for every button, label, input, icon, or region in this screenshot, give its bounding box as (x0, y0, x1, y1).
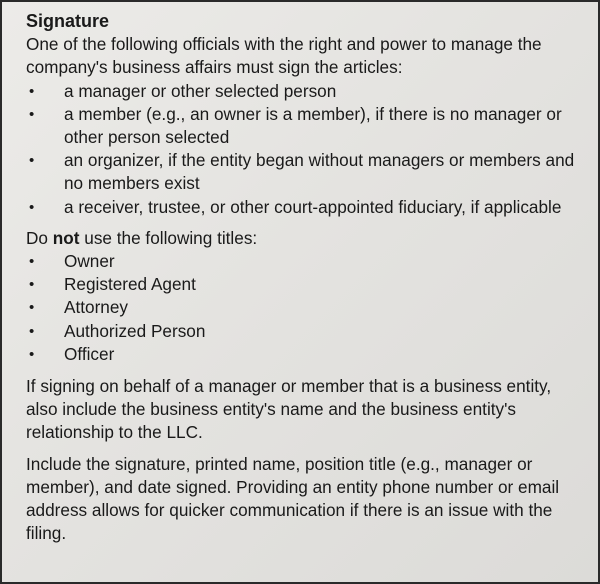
titles-list (26, 250, 578, 366)
bullet-icon: • (29, 253, 35, 271)
list-item (26, 296, 578, 319)
intro-paragraph: One of the following officials with the right and power to manage the company's business affairs must sign the articles: (26, 34, 542, 78)
bullet-icon: • (29, 105, 35, 123)
titles-intro-emphasis: not (52, 227, 80, 248)
bullet-icon: • (29, 152, 35, 170)
list-item (26, 343, 578, 366)
list-item-text: Attorney (64, 297, 129, 318)
list-item-text: a receiver, trustee, or other court-appointed fiduciary, if applicable (64, 196, 562, 217)
titles-intro-end: use the following titles: (79, 227, 258, 248)
business-entity-paragraph: If signing on behalf of a manager or member that is a business entity, also include the business entity's name and the business entity's relationship to the LLC. (26, 376, 552, 443)
list-item-text: a manager or other selected person (64, 80, 337, 101)
list-item (26, 80, 578, 103)
list-item-text: Owner (64, 251, 115, 272)
section-heading: Signature (26, 11, 110, 31)
list-item-text: an organizer, if the entity began without managers or members and no members exist (64, 150, 575, 194)
list-item (26, 103, 578, 149)
list-item-text: a member (e.g., an owner is a member), if there is no manager or other person selected (64, 103, 562, 148)
bullet-icon: • (29, 276, 35, 294)
list-item (26, 320, 578, 343)
list-item-text: Authorized Person (64, 320, 206, 341)
officials-list (26, 80, 578, 219)
titles-intro-start: Do (26, 227, 53, 248)
list-item (26, 196, 578, 219)
bullet-icon: • (29, 299, 35, 317)
signature-details-paragraph: Include the signature, printed name, position title (e.g., manager or member), and date signed. Providing an entity phone number or email address allows for quicker communication if there is an issue with the filing. (26, 453, 560, 544)
bullet-icon: • (29, 198, 35, 216)
titles-intro (26, 227, 578, 250)
list-item (26, 250, 578, 273)
bullet-icon: • (29, 322, 35, 340)
list-item-text: Officer (64, 343, 115, 364)
list-item-text: Registered Agent (64, 274, 196, 295)
bullet-icon: • (29, 82, 35, 100)
list-item (26, 149, 578, 195)
list-item (26, 273, 578, 296)
bullet-icon: • (29, 345, 35, 363)
